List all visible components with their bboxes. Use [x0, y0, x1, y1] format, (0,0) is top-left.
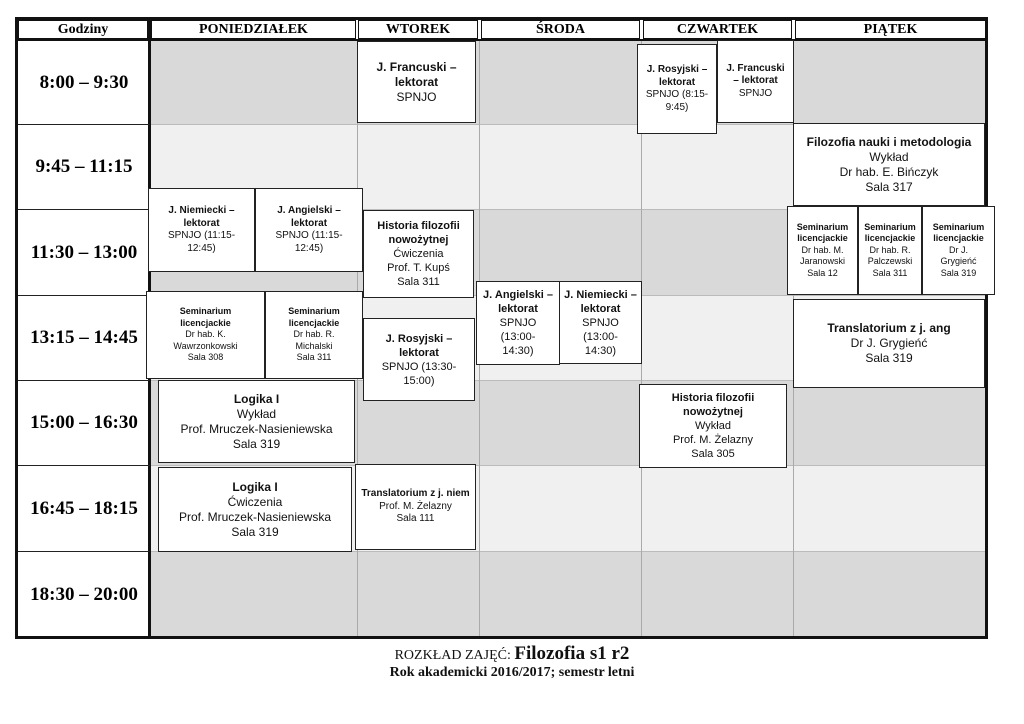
event-monday-english[interactable] [255, 188, 363, 272]
header-underline [15, 39, 988, 41]
event-line: Prof. M. Żelazny [672, 434, 754, 446]
event-line: Sala 308 [187, 352, 224, 363]
event-title: J. Francuski – lektorat [726, 62, 785, 87]
time-slot-3: 11:30 – 13:00 [18, 210, 150, 296]
header-thursday: CZWARTEK [643, 20, 792, 39]
header-hours: Godziny [18, 20, 148, 39]
event-title: Logika I [232, 479, 278, 494]
event-tuesday-russian[interactable] [363, 318, 475, 401]
event-line: Prof. T. Kupś [387, 262, 450, 274]
header-monday: PONIEDZIAŁEK [151, 20, 356, 39]
event-title: Seminarium licencjackie [796, 221, 849, 244]
event-thursday-french[interactable] [717, 40, 794, 123]
event-title: Seminarium licencjackie [288, 306, 340, 328]
event-line: Sala 319 [940, 267, 977, 278]
event-line: 12:45) [187, 242, 216, 254]
event-line: Michalski [295, 340, 333, 351]
event-tuesday-french[interactable] [357, 41, 476, 123]
event-line: Sala 317 [865, 179, 913, 194]
event-line: Dr hab. E. Bińczyk [839, 164, 939, 179]
event-line: Ćwiczenia [227, 494, 283, 509]
header-wednesday: ŚRODA [481, 20, 640, 39]
event-title: Filozofia nauki i metodologia [806, 134, 972, 149]
event-line: 15:00) [403, 374, 435, 387]
event-line: SPNJO (13:30- [381, 360, 457, 373]
event-line: (13:00- [500, 331, 536, 343]
event-line: 14:30) [584, 344, 617, 357]
event-line: SPNJO [582, 316, 619, 329]
event-line: Wykład [869, 149, 909, 164]
event-line: Wawrzonkowski [173, 340, 238, 351]
event-line: Sala 311 [872, 267, 908, 278]
event-line: Wykład [695, 420, 731, 432]
event-friday-seminar-1[interactable] [787, 206, 858, 295]
header-tuesday: WTOREK [358, 20, 478, 39]
time-slot-2: 9:45 – 11:15 [18, 125, 150, 210]
event-title: J. Niemiecki – lektorat [168, 205, 235, 229]
time-slot-1: 8:00 – 9:30 [18, 41, 150, 125]
event-line: SPNJO [499, 317, 537, 329]
event-title: J. Angielski – lektorat [277, 205, 341, 229]
event-title: J. Niemiecki – lektorat [564, 288, 637, 315]
event-wednesday-german[interactable] [559, 281, 642, 364]
event-monday-logic-exercises[interactable] [158, 467, 352, 552]
event-wednesday-english[interactable] [476, 281, 560, 365]
event-line: Ćwiczenia [393, 248, 444, 260]
program-name: Filozofia s1 r2 [514, 643, 630, 664]
event-line: SPNJO [396, 89, 437, 104]
event-title: Historia filozofii nowożytnej [671, 392, 755, 418]
event-line: Prof. Mruczek-Nasieniewska [178, 509, 332, 524]
event-title: Logika I [233, 391, 280, 406]
event-line: Dr J. [949, 244, 968, 255]
event-friday-seminar-3[interactable] [922, 206, 995, 295]
event-line: Sala 319 [231, 524, 279, 539]
event-line: SPNJO (11:15- [275, 230, 343, 241]
event-title: J. Rosyjski – lektorat [385, 332, 453, 359]
academic-year: Rok akademicki 2016/2017; semestr letni [389, 665, 635, 680]
schedule-title [0, 643, 1024, 665]
event-line: SPNJO (8:15- [645, 89, 709, 100]
event-line: Jaranowski [799, 256, 846, 267]
event-line: Sala 111 [396, 513, 435, 525]
event-line: Prof. Mruczek-Nasieniewska [180, 421, 333, 436]
event-title: J. Angielski – lektorat [483, 289, 553, 315]
event-line: Sala 12 [807, 267, 838, 278]
event-monday-seminar-2[interactable] [265, 291, 363, 379]
event-line: (13:00- [583, 330, 618, 343]
event-line: Dr J. Grygieńć [850, 336, 928, 350]
time-slot-7: 18:30 – 20:00 [30, 583, 138, 605]
event-title: Seminarium licencjackie [932, 221, 985, 244]
event-title: J. Rosyjski – lektorat [646, 64, 708, 88]
event-line: 9:45) [665, 101, 689, 113]
event-title: Translatorium z j. ang [827, 321, 951, 335]
event-line: Wykład [236, 406, 277, 421]
event-thursday-russian[interactable] [637, 44, 717, 134]
header-friday: PIĄTEK [795, 20, 986, 39]
event-line: Dr hab. R. [293, 329, 335, 340]
event-line: Dr hab. M. [801, 244, 844, 255]
event-line: Sala 311 [397, 276, 440, 288]
event-line: Sala 311 [296, 352, 332, 363]
time-slot-4: 13:15 – 14:45 [18, 296, 150, 381]
event-title: Seminarium licencjackie [179, 306, 232, 328]
event-title: Translatorium z j. niem [361, 488, 470, 500]
event-title: Historia filozofii nowożytnej [377, 220, 460, 246]
time-slot-5: 15:00 – 16:30 [18, 381, 150, 466]
event-friday-philosophy-of-science[interactable] [793, 123, 985, 206]
event-friday-translatorium-english[interactable] [793, 299, 985, 388]
event-line: 14:30) [502, 345, 534, 357]
event-line: 12:45) [294, 242, 324, 254]
event-line: SPNJO [738, 87, 773, 99]
schedule-title-prefix: ROZKŁAD ZAJĘĆ: [394, 648, 515, 663]
event-monday-seminar-1[interactable] [146, 291, 265, 379]
event-line: Sala 305 [691, 448, 735, 460]
event-line: Grygieńć [940, 256, 977, 267]
event-tuesday-translatorium-german[interactable] [355, 464, 476, 550]
event-monday-german[interactable] [148, 188, 255, 272]
event-tuesday-history-exercises[interactable] [363, 210, 474, 298]
event-line: Sala 319 [865, 351, 913, 365]
event-line: Dr hab. K. [185, 329, 226, 340]
event-title: J. Francuski – lektorat [376, 59, 457, 89]
event-monday-logic-lecture[interactable] [158, 380, 355, 463]
event-line: Sala 319 [232, 436, 281, 451]
event-line: SPNJO (11:15- [167, 230, 236, 241]
event-title: Seminarium licencjackie [864, 221, 916, 244]
event-line: Palczewski [867, 256, 913, 267]
event-friday-seminar-2[interactable] [858, 206, 922, 295]
event-line: Dr hab. R. [869, 244, 911, 255]
event-line: Prof. M. Żelazny [379, 500, 452, 512]
event-thursday-history-lecture[interactable] [639, 384, 787, 468]
time-slot-6: 16:45 – 18:15 [18, 466, 150, 552]
